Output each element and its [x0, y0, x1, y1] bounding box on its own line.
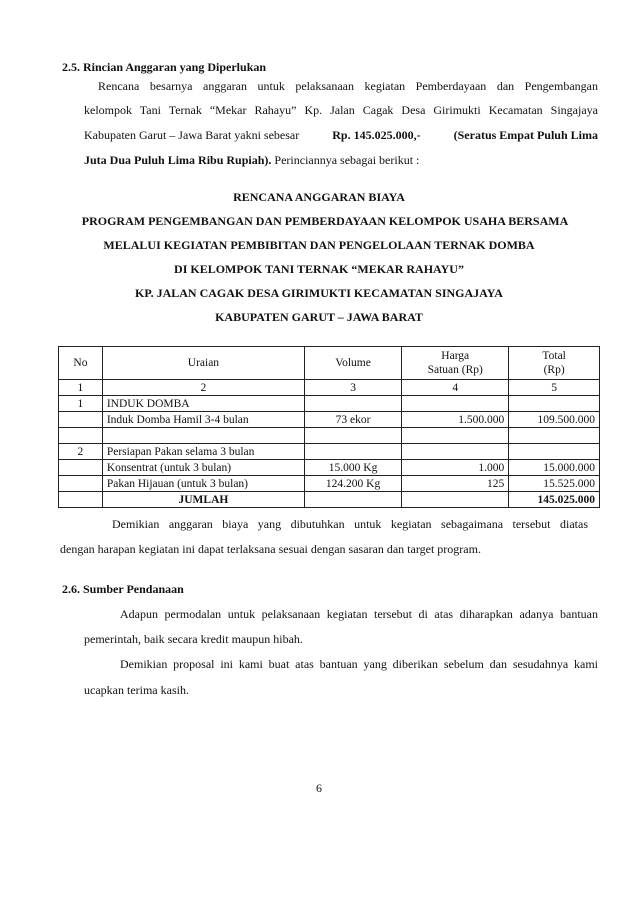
table-row [59, 444, 600, 460]
header-uraian: Uraian [102, 347, 304, 380]
header-total [509, 347, 600, 380]
index-cell: 5 [509, 380, 600, 396]
row-uraian: Konsentrat (untuk 3 bulan) [102, 460, 304, 476]
header-harga-line-2: Satuan (Rp) [427, 364, 483, 376]
index-cell: 3 [304, 380, 401, 396]
budget-amount: Rp. 145.025.000,- [332, 128, 421, 142]
rab-title-line-6: KABUPATEN GARUT – JAWA BARAT [215, 310, 423, 324]
header-no: No [59, 347, 103, 380]
table-row [59, 396, 600, 412]
budget-amount-words: (Seratus Empat Puluh Lima [453, 128, 598, 142]
row-total [509, 444, 600, 460]
row-no [59, 428, 103, 444]
row-total: 109.500.000 [509, 412, 600, 428]
row-uraian: INDUK DOMBA [102, 396, 304, 412]
rab-title-line-1: RENCANA ANGGARAN BIAYA [233, 190, 405, 204]
row-volume [304, 428, 401, 444]
section-heading-2-5: 2.5. Rincian Anggaran yang Diperlukan [62, 60, 267, 74]
row-harga: 125 [402, 476, 509, 492]
total-label: JUMLAH [102, 492, 304, 508]
paragraph-line-2: kelompok Tani Ternak “Mekar Rahayu” Kp. Jalan Cagak Desa Girimukti Kecamatan Singajaya [84, 103, 598, 117]
total-row-empty [304, 492, 401, 508]
rab-title-line-2: PROGRAM PENGEMBANGAN DAN PEMBERDAYAAN KELOMPOK USAHA BERSAMA [81, 214, 569, 228]
row-volume: 15.000 Kg [304, 460, 401, 476]
total-value: 145.025.000 [509, 492, 600, 508]
index-cell: 4 [402, 380, 509, 396]
table-row [59, 460, 600, 476]
proposal-line-2: ucapkan terima kasih. [84, 683, 189, 697]
total-row-empty [59, 492, 103, 508]
row-volume: 73 ekor [304, 412, 401, 428]
row-no [59, 460, 103, 476]
header-harga [402, 347, 509, 380]
paragraph-line-1: Rencana besarnya anggaran untuk pelaksanaan kegiatan Pemberdayaan dan Pengembangan [98, 79, 598, 93]
closing-line-2: dengan harapan kegiatan ini dapat terlaksana sesuai dengan sasaran dan target program. [60, 542, 481, 556]
row-harga: 1.500.000 [402, 412, 509, 428]
row-volume [304, 444, 401, 460]
rab-title-line-5: KP. JALAN CAGAK DESA GIRIMUKTI KECAMATAN SINGAJAYA [135, 286, 503, 300]
proposal-line-1: Demikian proposal ini kami buat atas bantuan yang diberikan sebelum dan sesudahnya kami [120, 657, 598, 671]
row-harga [402, 428, 509, 444]
row-harga: 1.000 [402, 460, 509, 476]
row-total: 15.525.000 [509, 476, 600, 492]
row-total [509, 396, 600, 412]
funding-line-1: Adapun permodalan untuk pelaksanaan kegiatan tersebut di atas diharapkan adanya bantuan [120, 607, 598, 621]
rab-title-line-3: MELALUI KEGIATAN PEMBIBITAN DAN PENGELOLAAN TERNAK DOMBA [103, 238, 535, 252]
row-no: 1 [59, 396, 103, 412]
header-total-line-2: (Rp) [543, 364, 565, 376]
row-total: 15.000.000 [509, 460, 600, 476]
header-harga-line-1: Harga [441, 350, 470, 362]
budget-table [58, 346, 600, 508]
row-no: 2 [59, 444, 103, 460]
table-row [59, 412, 600, 428]
table-row [59, 476, 600, 492]
paragraph-line-3 [84, 128, 598, 143]
paragraph-line-3-text: Kabupaten Garut – Jawa Barat yakni sebesar [84, 128, 300, 142]
row-uraian: Induk Domba Hamil 3-4 bulan [102, 412, 304, 428]
row-no [59, 412, 103, 428]
row-harga [402, 444, 509, 460]
row-uraian: Persiapan Pakan selama 3 bulan [102, 444, 304, 460]
row-volume [304, 396, 401, 412]
table-header-row [59, 347, 600, 380]
index-cell: 1 [59, 380, 103, 396]
funding-line-2: pemerintah, baik secara kredit maupun hibah. [84, 632, 303, 646]
header-total-line-1: Total [542, 350, 566, 362]
row-total [509, 428, 600, 444]
table-index-row [59, 380, 600, 396]
row-no [59, 476, 103, 492]
total-row-empty [402, 492, 509, 508]
closing-line-1: Demikian anggaran biaya yang dibutuhkan untuk kegiatan sebagaimana tersebut diatas [112, 517, 588, 531]
table-total-row [59, 492, 600, 508]
table-row [59, 428, 600, 444]
row-uraian: Pakan Hijauan (untuk 3 bulan) [102, 476, 304, 492]
header-volume: Volume [304, 347, 401, 380]
section-heading-2-6: 2.6. Sumber Pendanaan [62, 582, 184, 596]
rab-title-line-4: DI KELOMPOK TANI TERNAK “MEKAR RAHAYU” [174, 262, 464, 276]
index-cell: 2 [102, 380, 304, 396]
paragraph-line-4-text: Perinciannya sebagai berikut : [274, 153, 420, 167]
page-number: 6 [316, 781, 322, 795]
budget-amount-words-end: Juta Dua Puluh Lima Ribu Rupiah). [84, 153, 272, 167]
paragraph-line-4 [84, 153, 419, 168]
row-volume: 124.200 Kg [304, 476, 401, 492]
row-harga [402, 396, 509, 412]
row-uraian [102, 428, 304, 444]
